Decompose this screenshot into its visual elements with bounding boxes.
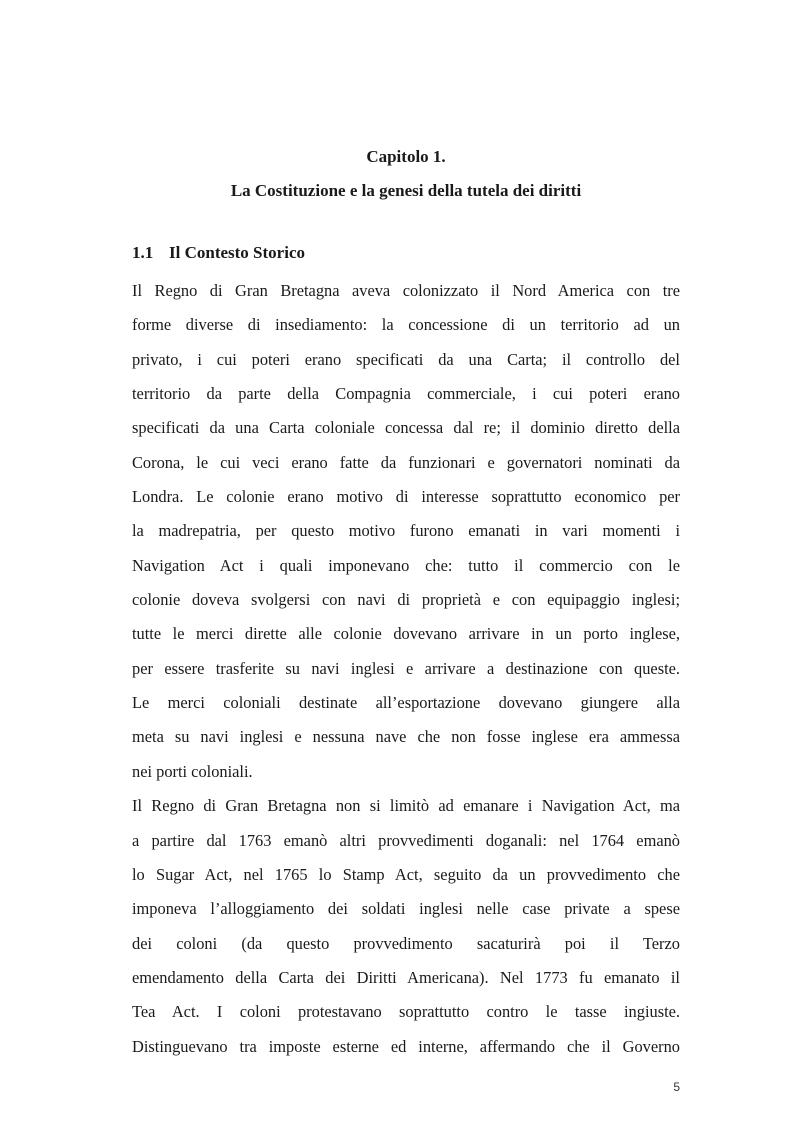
- text-line: tutte le merci dirette alle colonie dovevano arrivare in un porto inglese,: [132, 624, 680, 644]
- text-line: lo Sugar Act, nel 1765 lo Stamp Act, seguito da un provvedimento che: [132, 864, 680, 884]
- text-line: specificati da una Carta coloniale concessa dal re; il dominio diretto della: [132, 418, 680, 438]
- text-line: meta su navi inglesi e nessuna nave che non fosse inglese era ammessa: [132, 727, 680, 747]
- paragraph-2: [132, 789, 680, 1064]
- text-line: Navigation Act i quali imponevano che: tutto il commercio con le: [132, 555, 680, 575]
- text-line: Il Regno di Gran Bretagna non si limitò ad emanare i Navigation Act, ma: [132, 796, 680, 816]
- chapter-title: La Costituzione e la genesi della tutela dei diritti: [230, 181, 582, 200]
- text-line: privato, i cui poteri erano specificati da una Carta; il controllo del: [132, 349, 680, 369]
- text-line: Il Regno di Gran Bretagna aveva colonizzato il Nord America con tre: [132, 281, 680, 300]
- text-line: Distinguevano tra imposte esterne ed interne, affermando che il Governo: [132, 1036, 680, 1056]
- text-line: territorio da parte della Compagnia commerciale, i cui poteri erano: [132, 384, 680, 404]
- text-line: per essere trasferite su navi inglesi e arrivare a destinazione con queste.: [132, 658, 680, 678]
- text-line: forme diverse di insediamento: la concessione di un territorio ad un: [132, 315, 680, 335]
- text-line: colonie doveva svolgersi con navi di proprietà e con equipaggio inglesi;: [132, 590, 680, 610]
- paragraph-1: [132, 274, 680, 789]
- text-line: imponeva l’alloggiamento dei soldati inglesi nelle case private a spese: [132, 899, 680, 919]
- text-line: Londra. Le colonie erano motivo di interesse soprattutto economico per: [132, 487, 680, 507]
- section-title: Il Contesto Storico: [169, 243, 305, 262]
- chapter-label: Capitolo 1.: [366, 147, 446, 166]
- text-line: la madrepatria, per questo motivo furono emanati in vari momenti i: [132, 521, 680, 541]
- section-number: 1.1: [132, 243, 154, 262]
- text-line: Corona, le cui veci erano fatte da funzionari e governatori nominati da: [132, 452, 680, 472]
- text-line: nei porti coloniali.: [132, 761, 253, 781]
- section-heading: [132, 243, 305, 263]
- text-line: dei coloni (da questo provvedimento sacaturirà poi il Terzo: [132, 933, 680, 953]
- page-number: 5: [673, 1080, 680, 1094]
- text-line: Tea Act. I coloni protestavano soprattutto contro le tasse ingiuste.: [132, 1002, 680, 1022]
- text-line: Le merci coloniali destinate all’esportazione dovevano giungere alla: [132, 693, 680, 713]
- body-text: [132, 274, 680, 1064]
- text-line: emendamento della Carta dei Diritti Americana). Nel 1773 fu emanato il: [132, 967, 680, 987]
- text-line: a partire dal 1763 emanò altri provvedimenti doganali: nel 1764 emanò: [132, 830, 680, 850]
